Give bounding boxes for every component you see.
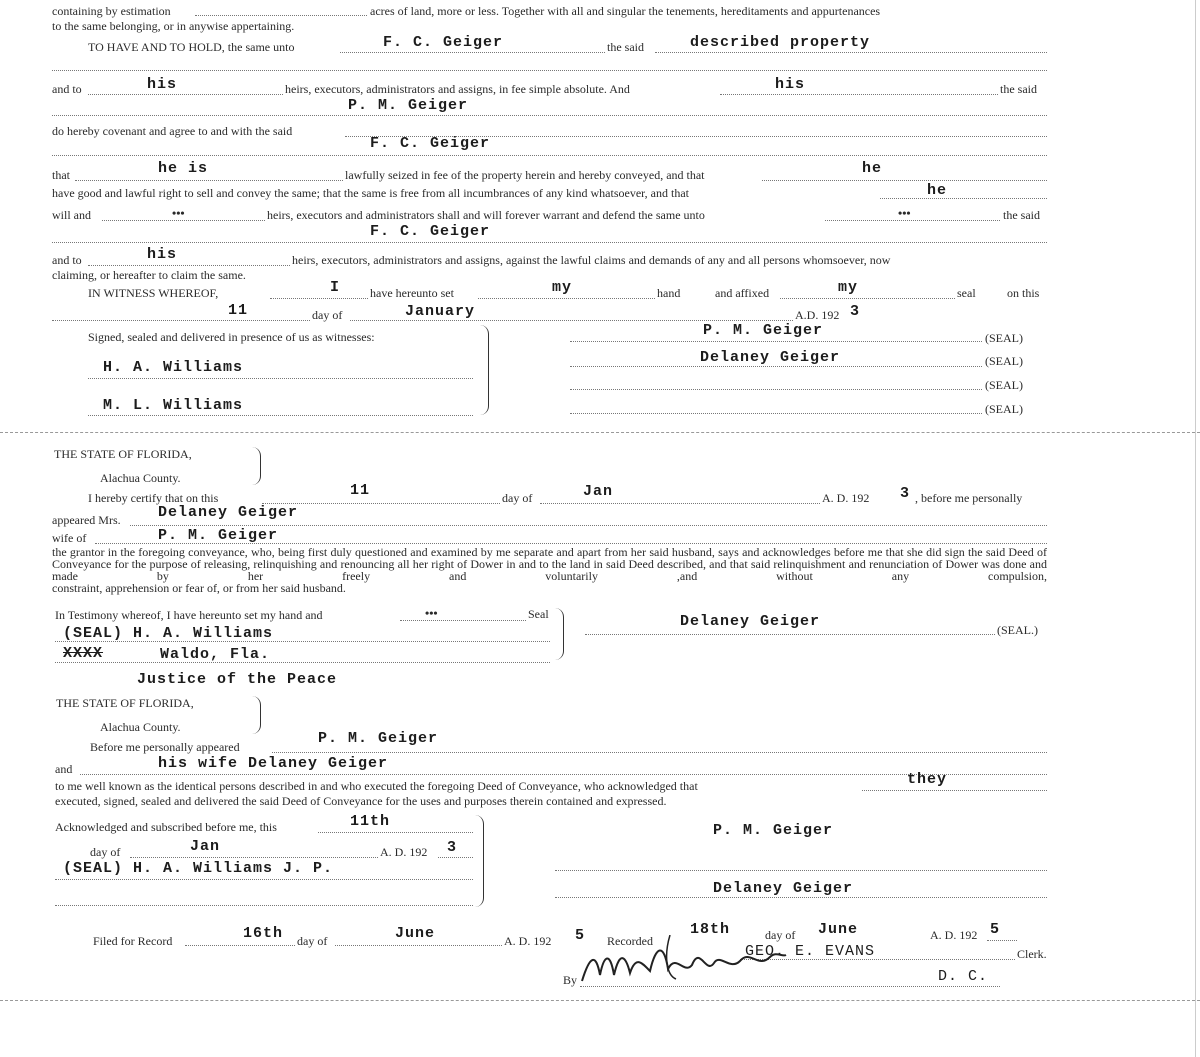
printed-text: have good and lawful right to sell and convey the same; that the same is free from all incumbrances of any kind whatsoever, and that [52,186,689,200]
printed-text: will and [52,208,91,222]
dotted-line [52,242,1047,243]
dotted-line [88,415,473,416]
printed-text: A. D. 192 [822,491,870,505]
signer-name: Delaney Geiger [680,613,821,630]
dotted-line [55,879,473,880]
typed-day: 11 [228,302,249,319]
typed-name: his wife Delaney Geiger [158,755,389,772]
printed-text: and to [52,82,82,96]
witness-name: H. A. Williams [103,359,244,376]
dotted-line [438,857,473,858]
printed-text: I hereby certify that on this [88,491,219,505]
typed-year: 3 [850,303,861,320]
placeholder-dots: ••• [425,606,438,620]
dotted-line [570,389,982,390]
dotted-line [335,945,502,946]
page-edge [1195,0,1196,1057]
printed-text: Recorded [607,934,653,948]
dotted-line [825,220,1000,221]
typed-his: his [147,76,178,93]
printed-text: the said [1003,208,1040,222]
printed-text: TO HAVE AND TO HOLD, the same unto [88,40,295,54]
certificate-paragraph: the grantor in the foregoing conveyance, who, being first duly questioned and examined by me separate and apart from her said husband, says and acknowledges before me that she did sign the said Deed of Conveyance for the purpose of releasing, relinquishing and renouncing all her right of Dower in and to the land in said Deed described, and that said relinquishment and renunciation of Dower was done and made by her freely and voluntarily ,and without any compulsion, [52,545,1047,583]
seal-label: (SEAL) [985,402,1023,416]
printed-text: acres of land, more or less. Together with all and singular the tenements, hereditaments and appurtenances [370,4,881,18]
typed-year: 3 [447,839,458,856]
typed-month: June [818,921,859,938]
typed-grantee: F. C. Geiger [370,223,491,240]
typed-month: Jan [190,838,221,855]
printed-text: Signed, sealed and delivered in presence of us as witnesses: [88,330,375,344]
printed-text: , before me personally [915,491,1023,505]
printed-text: the said [1000,82,1037,96]
typed-year: 5 [990,921,1001,938]
dotted-line [130,525,1047,526]
signer-name: Delaney Geiger [713,880,854,897]
place: Waldo, Fla. [160,646,271,663]
dotted-line [585,634,995,635]
section-divider [0,432,1200,433]
printed-text: day of [312,308,343,322]
printed-text: heirs, executors, administrators and assigns, against the lawful claims and demands of any and all persons whomsoever, now [292,253,891,267]
printed-text: have hereunto set [370,286,454,300]
printed-text: IN WITNESS WHEREOF, [88,286,219,300]
officer-name: (SEAL) H. A. Williams [63,625,274,642]
dotted-line [52,320,310,321]
dotted-line [340,52,605,53]
dotted-line [52,70,1047,71]
dotted-line [555,870,1047,871]
printed-text: appeared Mrs. [52,513,121,527]
printed-text: heirs, executors, administrators and assigns, in fee simple absolute. And [285,82,630,96]
typed-month: June [395,925,436,942]
printed-text: A. D. 192 [930,928,978,942]
typed-name: P. M. Geiger [158,527,279,544]
printed-text: A. D. 192 [504,934,552,948]
bracket [475,815,484,907]
printed-text: day of [502,491,533,505]
printed-text: day of [297,934,328,948]
printed-text: day of [765,928,796,942]
printed-text: Filed for Record [93,934,173,948]
officer-title: Justice of the Peace [137,671,338,688]
typed-month: January [405,303,476,320]
printed-text: Acknowledged and subscribed before me, this [55,820,277,834]
typed-property: described property [690,34,871,51]
typed-month: Jan [583,483,614,500]
dotted-line [478,298,655,299]
page-bottom-divider [0,1000,1200,1001]
deputy-clerk-signature [580,935,790,987]
printed-text: the said [607,40,644,54]
dotted-line [52,155,1047,156]
typed-grantor: P. M. Geiger [348,97,469,114]
typed-his: his [775,76,806,93]
dotted-line [272,752,1047,753]
typed-day: 18th [690,921,731,938]
signer-name: Delaney Geiger [700,349,841,366]
typed-they: they [907,771,948,788]
dotted-line [570,366,982,367]
printed-text: A. D. 192 [380,845,428,859]
dotted-line [130,857,378,858]
seal-label: (SEAL) [985,378,1023,392]
placeholder-dots: ••• [898,206,911,220]
typed-my: my [838,279,859,296]
printed-text: Clerk. [1017,947,1047,961]
dotted-line [318,832,473,833]
typed-he: he [927,182,948,199]
bracket [480,325,489,415]
printed-text: to the same belonging, or in anywise appertaining. [52,19,295,33]
printed-text: hand [657,286,681,300]
typed-my: my [552,279,573,296]
dotted-line [400,620,526,621]
certificate-paragraph-last-line: constraint, apprehension or fear of, or from her said husband. [52,581,346,595]
printed-text: and [55,762,73,776]
typed-year: 3 [900,485,911,502]
typed-day: 11 [350,482,371,499]
dotted-line [350,320,793,321]
typed-grantee: F. C. Geiger [383,34,504,51]
witness-name: M. L. Williams [103,397,244,414]
printed-text: Seal [528,607,549,621]
dotted-line [52,115,1047,116]
typed-he-is: he is [158,160,209,177]
printed-text: to me well known as the identical persons described in and who executed the foregoing Deed of Conveyance, who acknowledged that [55,779,698,793]
printed-text: In Testimony whereof, I have hereunto set my hand and [55,608,323,622]
dotted-line [555,897,1047,898]
printed-text: claiming, or hereafter to claim the same. [52,268,246,282]
bracket [252,696,261,734]
dotted-line [55,905,473,906]
placeholder-dots: ••• [172,206,185,220]
signer-name: P. M. Geiger [703,322,824,339]
certificate-paragraph-block [52,546,1047,595]
seal-label: (SEAL) [985,354,1023,368]
bracket [555,608,564,660]
printed-text: lawfully seized in fee of the property herein and hereby conveyed, and that [345,168,705,182]
deputy-clerk-title: D. C. [938,968,989,985]
seal-label: (SEAL) [985,331,1023,345]
typed-i: I [330,279,341,296]
typed-year: 5 [575,927,586,944]
typed-grantee: F. C. Geiger [370,135,491,152]
dotted-line [102,220,265,221]
dotted-line [55,662,550,663]
typed-his: his [147,246,178,263]
dotted-line [55,641,550,642]
struck-text: XXXX [63,645,104,662]
dotted-line [88,265,290,266]
dotted-line [570,341,982,342]
typed-day: 16th [243,925,284,942]
dotted-line [862,790,1047,791]
printed-text: seal [957,286,976,300]
dotted-line [780,298,955,299]
printed-text: and to [52,253,82,267]
dotted-line [880,198,1047,199]
printed-text: on this [1007,286,1040,300]
typed-day: 11th [350,813,391,830]
printed-text: heirs, executors and administrators shall and will forever warrant and defend the same unto [267,208,705,222]
dotted-line [762,180,1047,181]
typed-name: Delaney Geiger [158,504,299,521]
dotted-line [88,94,283,95]
dotted-line [540,503,820,504]
typed-name: P. M. Geiger [318,730,439,747]
dotted-line [88,378,473,379]
printed-text: Before me personally appeared [90,740,240,754]
printed-text: containing by estimation [52,4,171,18]
dotted-line [195,15,367,16]
printed-text: By [563,973,578,987]
dotted-line [80,774,1047,775]
printed-text: A.D. 192 [795,308,840,322]
typed-he: he [862,160,883,177]
printed-text: day of [90,845,121,859]
printed-text: executed, signed, sealed and delivered the said Deed of Conveyance for the uses and purposes therein contained and expressed. [55,794,667,808]
seal-label: (SEAL.) [997,623,1038,637]
printed-text: do hereby covenant and agree to and with the said [52,124,293,138]
signer-name: P. M. Geiger [713,822,834,839]
dotted-line [720,94,998,95]
dotted-line [570,413,982,414]
printed-text: and affixed [715,286,770,300]
clerk-name: GEO. E. EVANS [745,943,876,960]
dotted-line [75,180,343,181]
dotted-line [185,945,295,946]
dotted-line [580,986,1000,987]
printed-text: that [52,168,70,182]
state-heading: THE STATE OF FLORIDA, [54,447,192,461]
printed-text: wife of [52,531,87,545]
county-heading: Alachua County. [100,471,181,485]
dotted-line [655,52,1047,53]
county-heading: Alachua County. [100,720,181,734]
officer-name: (SEAL) H. A. Williams J. P. [63,860,334,877]
dotted-line [270,298,368,299]
state-heading: THE STATE OF FLORIDA, [56,696,194,710]
dotted-line [987,940,1017,941]
bracket [252,447,261,485]
